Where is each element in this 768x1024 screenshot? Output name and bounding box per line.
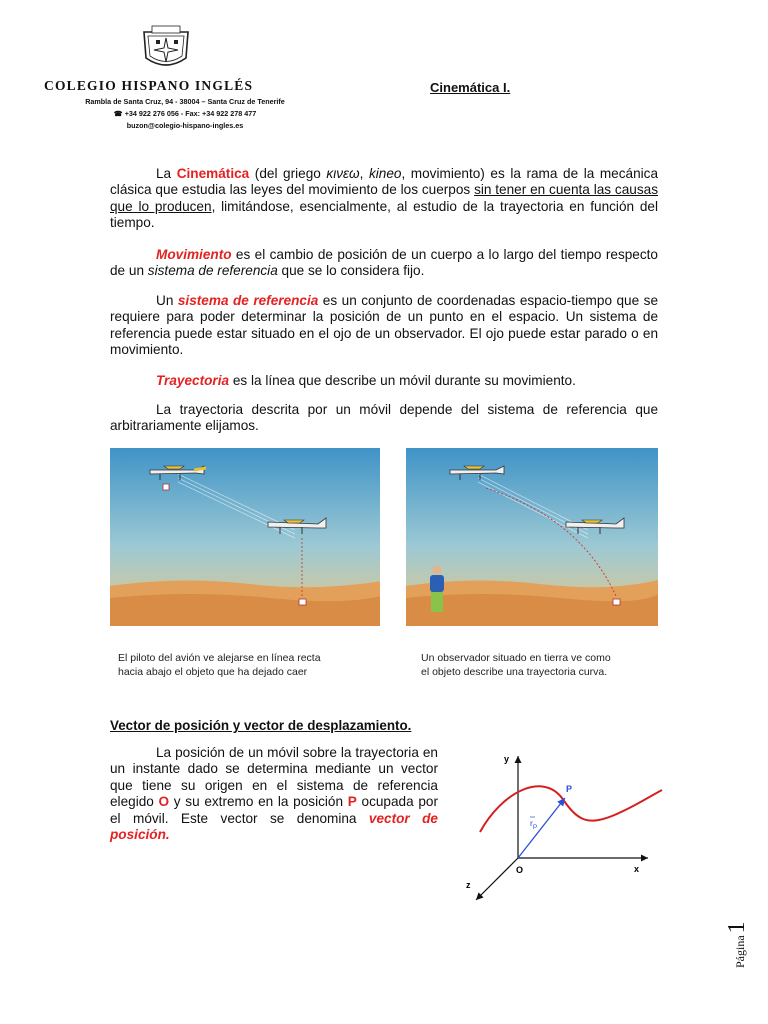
position-vector-diagram bbox=[462, 742, 666, 910]
position-vector-arrow bbox=[518, 798, 565, 858]
caption-left-line2: hacia abajo el objeto que ha dejado caer bbox=[118, 666, 308, 678]
caption-right-line2: el objeto describe una trayectoria curva. bbox=[421, 666, 608, 678]
term-trayectoria: Trayectoria bbox=[156, 373, 230, 388]
page-number bbox=[724, 908, 754, 978]
point-p: P bbox=[347, 794, 357, 810]
paragraph-movimiento: Movimiento es el cambio de posición de un cuerpo a lo largo del tiempo respecto de un sistema de referencia que se lo considera fijo. bbox=[110, 247, 658, 279]
term-cinematica: Cinemática bbox=[176, 166, 250, 181]
illustration-pilot-view bbox=[110, 448, 388, 626]
origin-o: O bbox=[158, 794, 170, 810]
paragraph-trayectoria: Trayectoria es la línea que describe un móvil durante su movimiento. bbox=[156, 373, 576, 388]
illustration-observer-view bbox=[380, 448, 658, 626]
school-name: COLEGIO HISPANO INGLÉS bbox=[44, 78, 254, 93]
z-axis bbox=[476, 858, 518, 900]
school-email[interactable]: buzon@colegio-hispano-ingles.es bbox=[126, 121, 244, 130]
x-axis-label: x bbox=[634, 864, 640, 874]
school-phone: ☎ +34 922 276 056 - Fax: +34 922 278 477 bbox=[113, 109, 257, 118]
vector-rp-label: $r_P$ bbox=[530, 818, 538, 831]
origin-label: O bbox=[516, 865, 524, 875]
paragraph-sistema-referencia: Un sistema de referencia es un conjunto de coordenadas espacio-tiempo que se requiere para poder determinar la posición de un punto en el espacio. Un sistema de referencia puede estar situado en el ojo de un observador. El ojo puede estar parado o en movimiento. bbox=[110, 293, 659, 358]
term-sistema-referencia: sistema de referencia bbox=[177, 293, 319, 308]
school-crest-logo bbox=[138, 24, 194, 72]
paragraph-vector-posicion: La posición de un móvil sobre la trayectoria en un instante dado se determina mediante un vector que tiene su origen en el sistema de referencia elegido O y su extremo en la posición P ocupada por el móvil. Este vector se denomina vector de posición. bbox=[110, 745, 439, 843]
term-vector-posicion: vector de posición. bbox=[110, 810, 438, 843]
svg-text:Página1: Página1 bbox=[724, 921, 750, 968]
page-title: Cinemática I. bbox=[430, 80, 511, 95]
school-address: Rambla de Santa Cruz, 94 - 38004 – Santa Cruz de Tenerife bbox=[85, 97, 285, 106]
section-heading: Vector de posición y vector de desplazamiento. bbox=[110, 718, 412, 733]
y-axis-label: y bbox=[504, 754, 510, 764]
caption-left-line1: El piloto del avión ve alejarse en línea recta bbox=[118, 652, 321, 664]
z-axis-label: z bbox=[466, 880, 471, 890]
caption-right-line1: Un observador situado en tierra ve como bbox=[421, 652, 611, 664]
point-p-label: P bbox=[566, 784, 573, 794]
paragraph-trayectoria-depende: La trayectoria descrita por un móvil depende del sistema de referencia que arbitrariamente elijamos. bbox=[110, 402, 658, 434]
term-movimiento: Movimiento bbox=[156, 247, 232, 262]
paragraph-cinematica: La Cinemática (del griego κινεω, kineo, movimiento) es la rama de la mecánica clásica que estudia las leyes del movimiento de los cuerpos sin tener en cuenta las causas que lo producen, limitándose, esencialmente, al estudio de la trayectoria en función del tiempo. bbox=[110, 166, 659, 231]
underlined-phrase: sin tener en cuenta las causas que lo producen bbox=[110, 182, 658, 214]
